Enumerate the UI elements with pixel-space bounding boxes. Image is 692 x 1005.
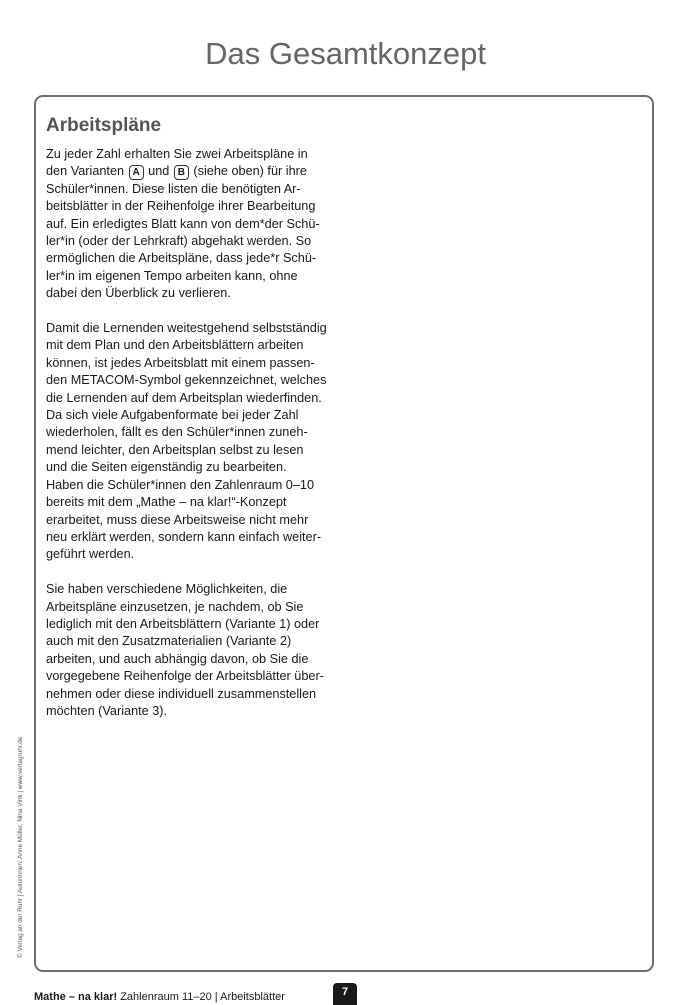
paragraph-3	[46, 581, 346, 720]
text-line: erarbeitet, muss diese Arbeitsweise nicht mehr	[46, 512, 309, 527]
variant-a-badge: A	[129, 165, 144, 180]
page-title: Das Gesamtkonzept	[205, 36, 486, 71]
text-line: mend leichter, den Arbeitsplan selbst zu lesen	[46, 442, 304, 457]
text-line: können, ist jedes Arbeitsblatt mit einem passen-	[46, 355, 315, 370]
text-line: ler*in (oder der Lehrkraft) abgehakt werden. So	[46, 234, 312, 249]
text-line: den METACOM-Symbol gekennzeichnet, welches	[46, 373, 327, 388]
footer-brand: Mathe – na klar!	[34, 991, 118, 1003]
text-line: den Varianten A und B (siehe oben) für ihre	[46, 164, 307, 179]
text-line: auch mit den Zusatzmaterialien (Variante 2)	[46, 634, 292, 649]
text-line: ermöglichen die Arbeitspläne, dass jede*r Schü-	[46, 251, 317, 266]
text-line: neu erklärt werden, sondern kann einfach weiter-	[46, 529, 322, 544]
text-line: geführt werden.	[46, 547, 135, 562]
text-line: ler*in im eigenen Tempo arbeiten kann, ohne	[46, 268, 298, 283]
text-line: nehmen oder diese individuell zusammenstellen	[46, 686, 317, 701]
variant-b-badge: B	[174, 165, 189, 180]
text-line: arbeiten, und auch abhängig davon, ob Sie die	[46, 651, 309, 666]
text-line: Schüler*innen. Diese listen die benötigten Ar-	[46, 181, 301, 196]
text-line: Zu jeder Zahl erhalten Sie zwei Arbeitspläne in	[46, 147, 308, 161]
paragraph-2	[46, 320, 346, 564]
body-text	[46, 146, 346, 738]
text-line: auf. Ein erledigtes Blatt kann von dem*der Schü-	[46, 216, 320, 231]
text-line: lediglich mit den Arbeitsblättern (Variante 1) oder	[46, 616, 320, 631]
text-line: und die Seiten eigenständig zu bearbeiten.	[46, 460, 287, 475]
text-line: bereits mit dem „Mathe – na klar!“-Konzept	[46, 495, 287, 510]
text-line: Haben die Schüler*innen den Zahlenraum 0–10	[46, 477, 315, 492]
text-line: möchten (Variante 3).	[46, 703, 168, 718]
footer	[34, 991, 285, 1003]
text-line: dabei den Überblick zu verlieren.	[46, 286, 231, 301]
footer-type: Arbeitsblätter	[220, 991, 285, 1003]
text-line: vorgegebene Reihenfolge der Arbeitsblätter über-	[46, 669, 324, 684]
copyright-note: © Verlag an der Ruhr | Autorinnen: Anne Müller, Nina Vink | www.verlagruhr.de	[17, 736, 24, 958]
text-line: Da sich viele Aufgabenformate bei jeder Zahl	[46, 408, 299, 423]
paragraph-1	[46, 146, 346, 303]
footer-separator: |	[211, 991, 221, 1003]
text-line: Arbeitspläne einzusetzen, je nachdem, ob Sie	[46, 599, 304, 614]
text-line: beitsblätter in der Reihenfolge ihrer Bearbeitung	[46, 199, 316, 214]
text-line: Sie haben verschiedene Möglichkeiten, die	[46, 582, 288, 597]
text-line: mit dem Plan und den Arbeitsblättern arbeiten	[46, 338, 304, 353]
section-title: Arbeitspläne	[46, 115, 162, 136]
page-number: 7	[333, 983, 357, 1005]
content-panel	[34, 95, 654, 972]
text-line: Damit die Lernenden weitestgehend selbstständig	[46, 321, 327, 336]
footer-range: Zahlenraum 11–20	[117, 991, 212, 1003]
text-line: wiederholen, fällt es den Schüler*innen zuneh-	[46, 425, 308, 440]
text-line: die Lernenden auf dem Arbeitsplan wiederfinden.	[46, 390, 322, 405]
